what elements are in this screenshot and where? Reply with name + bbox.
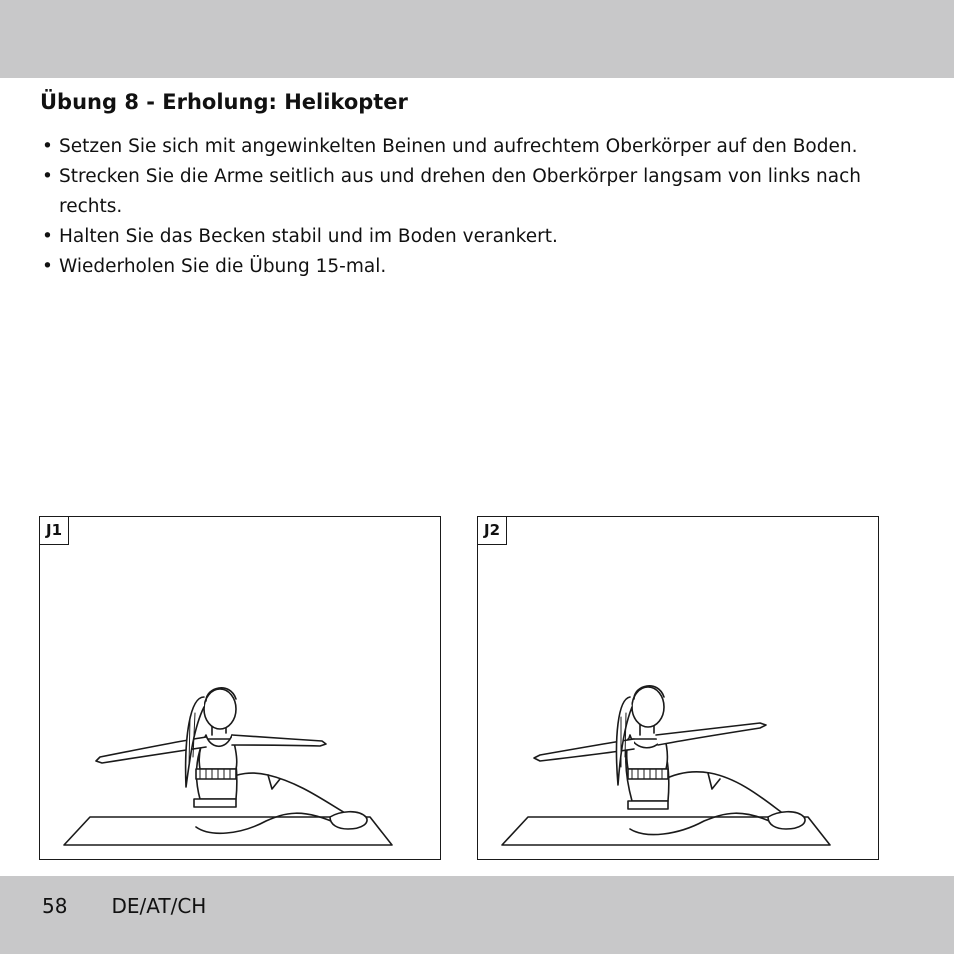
instruction-item: • Strecken Sie die Arme seitlich aus und drehen den Oberkörper langsam von links nach rechts.: [42, 162, 912, 222]
instruction-item: • Halten Sie das Becken stabil und im Boden verankert.: [42, 222, 912, 252]
exercise-illustration-j2: [478, 517, 880, 861]
header-band: [0, 0, 954, 78]
figure-label: J2: [478, 517, 507, 545]
exercise-illustration-j1: [40, 517, 442, 861]
exercise-title: Übung 8 - Erholung: Helikopter: [40, 90, 408, 114]
instruction-item: • Wiederholen Sie die Übung 15-mal.: [42, 252, 912, 282]
figure-panel-j1: [39, 516, 441, 860]
instruction-item: • Setzen Sie sich mit angewinkelten Beinen und aufrechtem Oberkörper auf den Boden.: [42, 132, 912, 162]
figure-label: J1: [40, 517, 69, 545]
instruction-list: [42, 132, 912, 282]
page-number: 58: [42, 894, 68, 918]
page-footer: [42, 894, 206, 918]
figure-panel-j2: [477, 516, 879, 860]
region-code: DE/AT/CH: [111, 894, 207, 918]
